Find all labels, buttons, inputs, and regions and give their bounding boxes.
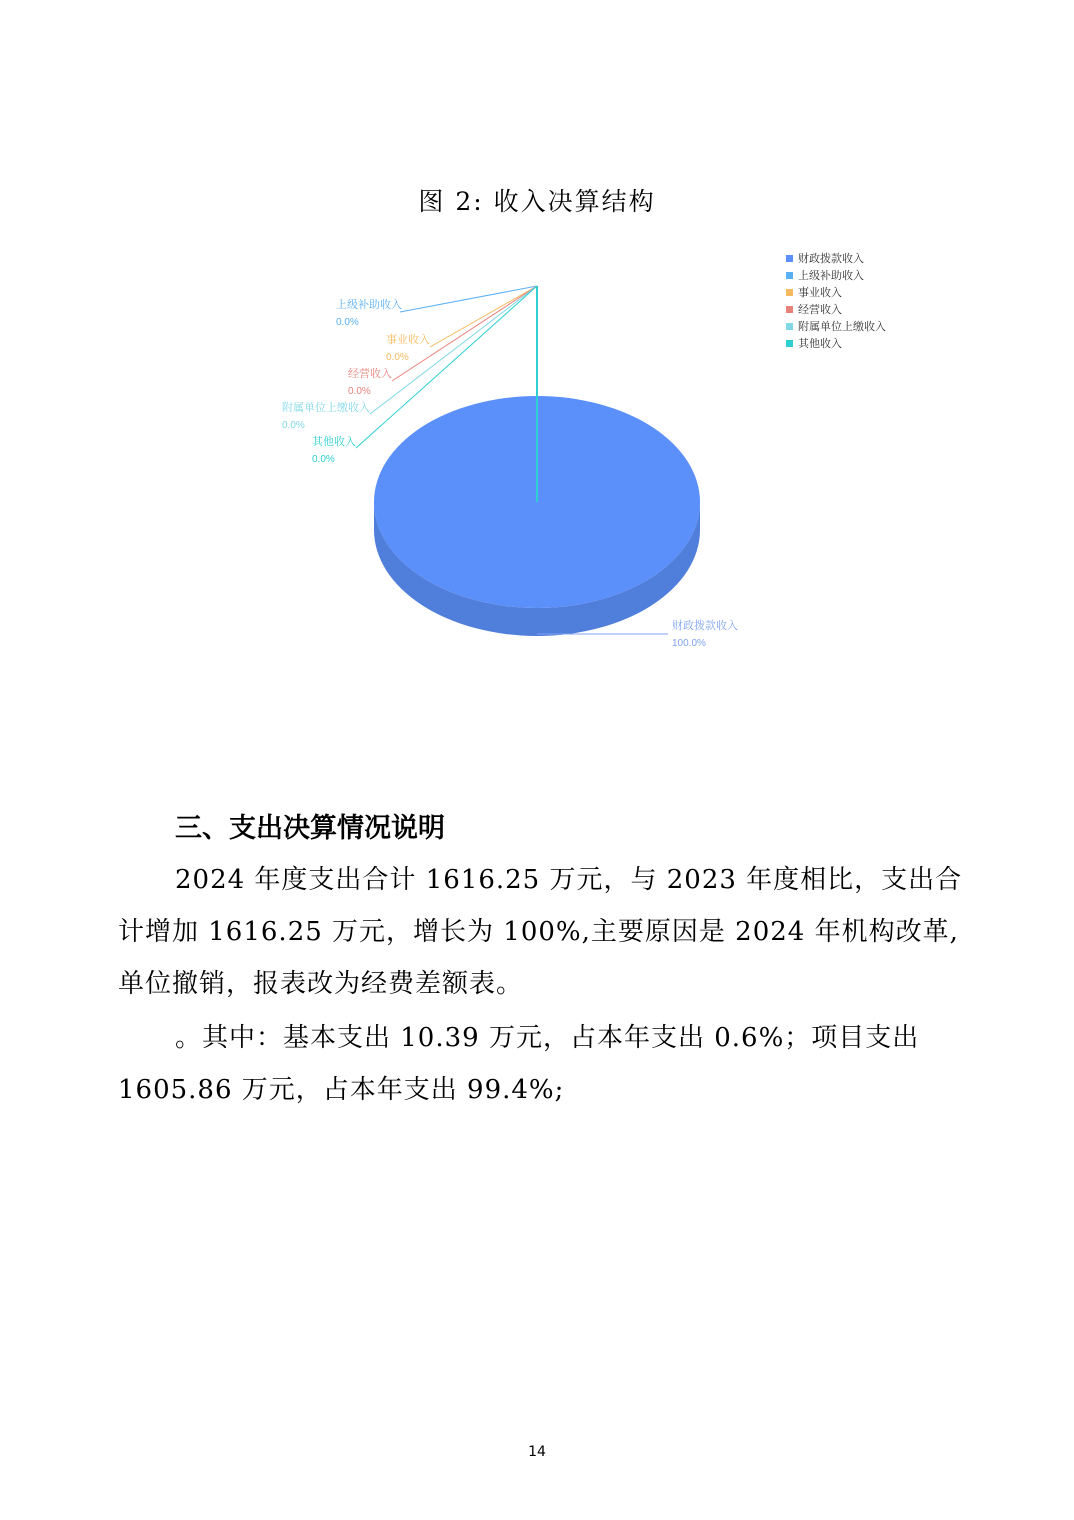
page-number: 14	[528, 1444, 546, 1460]
legend-label: 附属单位上缴收入	[798, 321, 886, 333]
paragraph-line: 。其中：基本支出 10.39 万元，占本年支出 0.6%；项目支出	[175, 1023, 920, 1053]
figure-title: 图 2: 收入决算结构	[418, 187, 656, 216]
pie-label-value: 0.0%	[282, 420, 305, 431]
pie-label-category: 上级补助收入	[336, 299, 402, 311]
paragraph-line: 2024 年度支出合计 1616.25 万元，与 2023 年度相比，支出合	[175, 865, 963, 895]
section-heading: 三、支出决算情况说明	[175, 813, 445, 844]
legend-marker	[786, 323, 793, 330]
legend-marker	[786, 255, 793, 262]
pie-label-value: 0.0%	[312, 454, 335, 465]
legend-marker	[786, 289, 793, 296]
pie-label-category: 其他收入	[312, 436, 356, 448]
pie-label-category: 财政拨款收入	[672, 620, 738, 632]
paragraph-line: 单位撤销，报表改为经费差额表。	[118, 969, 524, 999]
paragraph-line: 计增加 1616.25 万元，增长为 100%,主要原因是 2024 年机构改革,	[118, 917, 959, 947]
legend-label: 其他收入	[798, 338, 842, 350]
pie-label-value: 0.0%	[386, 352, 409, 363]
pie-label-category: 事业收入	[386, 334, 430, 346]
legend-label: 事业收入	[798, 287, 842, 299]
legend-label: 经营收入	[798, 304, 842, 316]
pie-label-value: 100.0%	[672, 638, 706, 649]
legend-label: 财政拨款收入	[798, 253, 864, 265]
pie-label-category: 经营收入	[348, 368, 392, 380]
pie-label-category: 附属单位上缴收入	[282, 402, 370, 414]
legend-marker	[786, 272, 793, 279]
pie-label-value: 0.0%	[336, 317, 359, 328]
legend-marker	[786, 306, 793, 313]
pie-label-value: 0.0%	[348, 386, 371, 397]
paragraph-line: 1605.86 万元，占本年支出 99.4%;	[118, 1075, 565, 1105]
legend-marker	[786, 340, 793, 347]
pie-leader-line	[430, 286, 537, 347]
legend-label: 上级补助收入	[798, 270, 864, 282]
income-structure-pie-chart	[0, 0, 1074, 700]
